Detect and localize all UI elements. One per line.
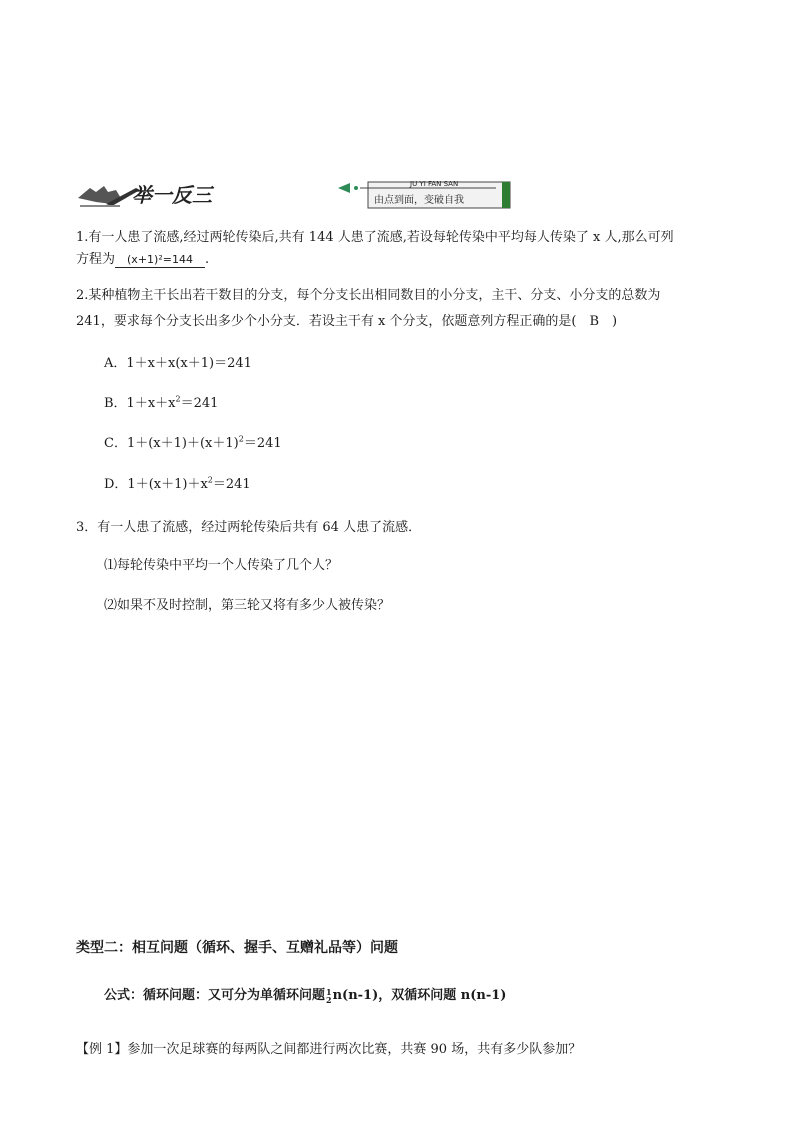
q1-answer: (x+1)²=144	[115, 253, 205, 268]
q2-option-d: D．$1+(x+1)+x^2=241$	[104, 475, 251, 492]
q2-line1: 2.某种植物主干长出若干数目的分支，每个分支长出相同数目的小分支，主干、分支、小分支的总数为	[76, 288, 661, 303]
q1-line1: 1.有一人患了流感,经过两轮传染后,共有 144 人患了流感,若设每轮传染中平均每人传染了 x 人,那么可列	[76, 230, 674, 245]
type2-heading: 类型二：相互问题（循环、握手、互赠礼品等）问题	[76, 940, 398, 956]
q1-line2-suffix: .	[204, 252, 210, 267]
q3-line1: 3．有一人患了流感，经过两轮传染后共有 64 人患了流感．	[76, 520, 422, 535]
banner-slogan: 由点到面，变破自我	[374, 195, 464, 206]
q1-line2-prefix: 方程为	[76, 252, 116, 267]
q2-option-a: A．1＋x＋x(x＋1)＝241	[104, 356, 252, 371]
fraction-half: 1 2	[326, 986, 332, 1005]
example-1: 【例 1】参加一次足球赛的每两队之间都进行两次比赛，共赛 90 场，共有多少队参加？	[76, 1042, 582, 1057]
q2-option-c: C．$1+(x+1)+(x+1)^2=241$	[104, 434, 282, 451]
q1-line2	[76, 250, 209, 270]
ju-yi-fan-san-banner	[76, 178, 512, 212]
type2-formula: 公式：循环问题：又可分为单循环问题 1 2 n(n-1)，双循环问题 n(n-1)	[104, 986, 507, 1005]
q3-sub1: ⑴每轮传染中平均一个人传染了几个人？	[104, 558, 339, 573]
banner-pinyin: JU YI FAN SAN	[410, 180, 459, 188]
arrow-left-icon	[338, 183, 350, 193]
q2-line2: 241，要求每个分支长出多少个小分支．若设主干有 x 个分支，依题意列方程正确的是( B )	[76, 314, 618, 329]
q2-option-b: B．$1+x+x^2=241$	[104, 394, 219, 411]
q3-sub2: ⑵如果不及时控制，第三轮又将有多少人被传染？	[104, 598, 391, 613]
banner-title: 举一反三	[132, 183, 212, 207]
